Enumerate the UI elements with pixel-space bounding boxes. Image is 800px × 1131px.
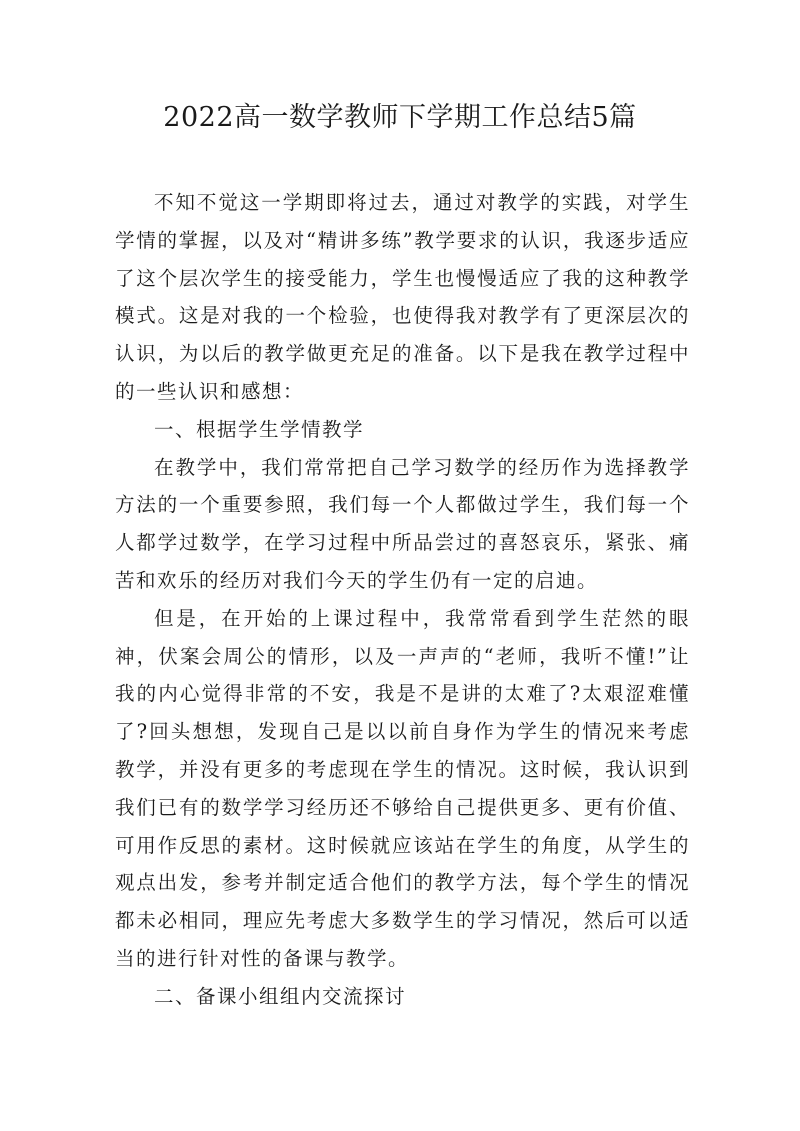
document-title: 2022高一数学教师下学期工作总结5篇 bbox=[163, 102, 637, 133]
intro-paragraph: 不知不觉这一学期即将过去，通过对教学的实践，对学生学情的掌握，以及对“精讲多练”教学要求的认识，我逐步适应了这个层次学生的接受能力，学生也慢慢适应了我的这种教学模式。这是对我的一个检验，也使得我对教学有了更深层次的认识，为以后的教学做更充足的准备。以下是我在教学过程中的一些认识和感想： bbox=[115, 191, 690, 403]
section-1-paragraph-2: 但是，在开始的上课过程中，我常常看到学生茫然的眼神，伏案会周公的情形，以及一声声的“老师，我听不懂!”让我的内心觉得非常的不安，我是不是讲的太难了?太艰涩难懂了?回头想想，发现自己是以以前自身作为学生的情况来考虑教学，并没有更多的考虑现在学生的情况。这时候，我认识到我们已有的数学学习经历还不够给自己提供更多、更有价值、可用作反思的素材。这时候就应该站在学生的角度，从学生的观点出发，参考并制定适合他们的教学方法，每个学生的情况都未必相同，理应先考虑大多数学生的学习情况，然后可以适当的进行针对性的备课与教学。 bbox=[115, 606, 690, 970]
section-heading-1: 一、根据学生学情教学 bbox=[154, 417, 365, 441]
section-1-paragraph-1: 在教学中，我们常常把自己学习数学的经历作为选择教学方法的一个重要参照，我们每一个人都做过学生，我们每一个人都学过数学，在学习过程中所品尝过的喜怒哀乐，紧张、痛苦和欢乐的经历对我们今天的学生仍有一定的启迪。 bbox=[115, 455, 690, 592]
document-body bbox=[115, 184, 690, 1016]
section-heading-2: 二、备课小组组内交流探讨 bbox=[154, 984, 407, 1008]
